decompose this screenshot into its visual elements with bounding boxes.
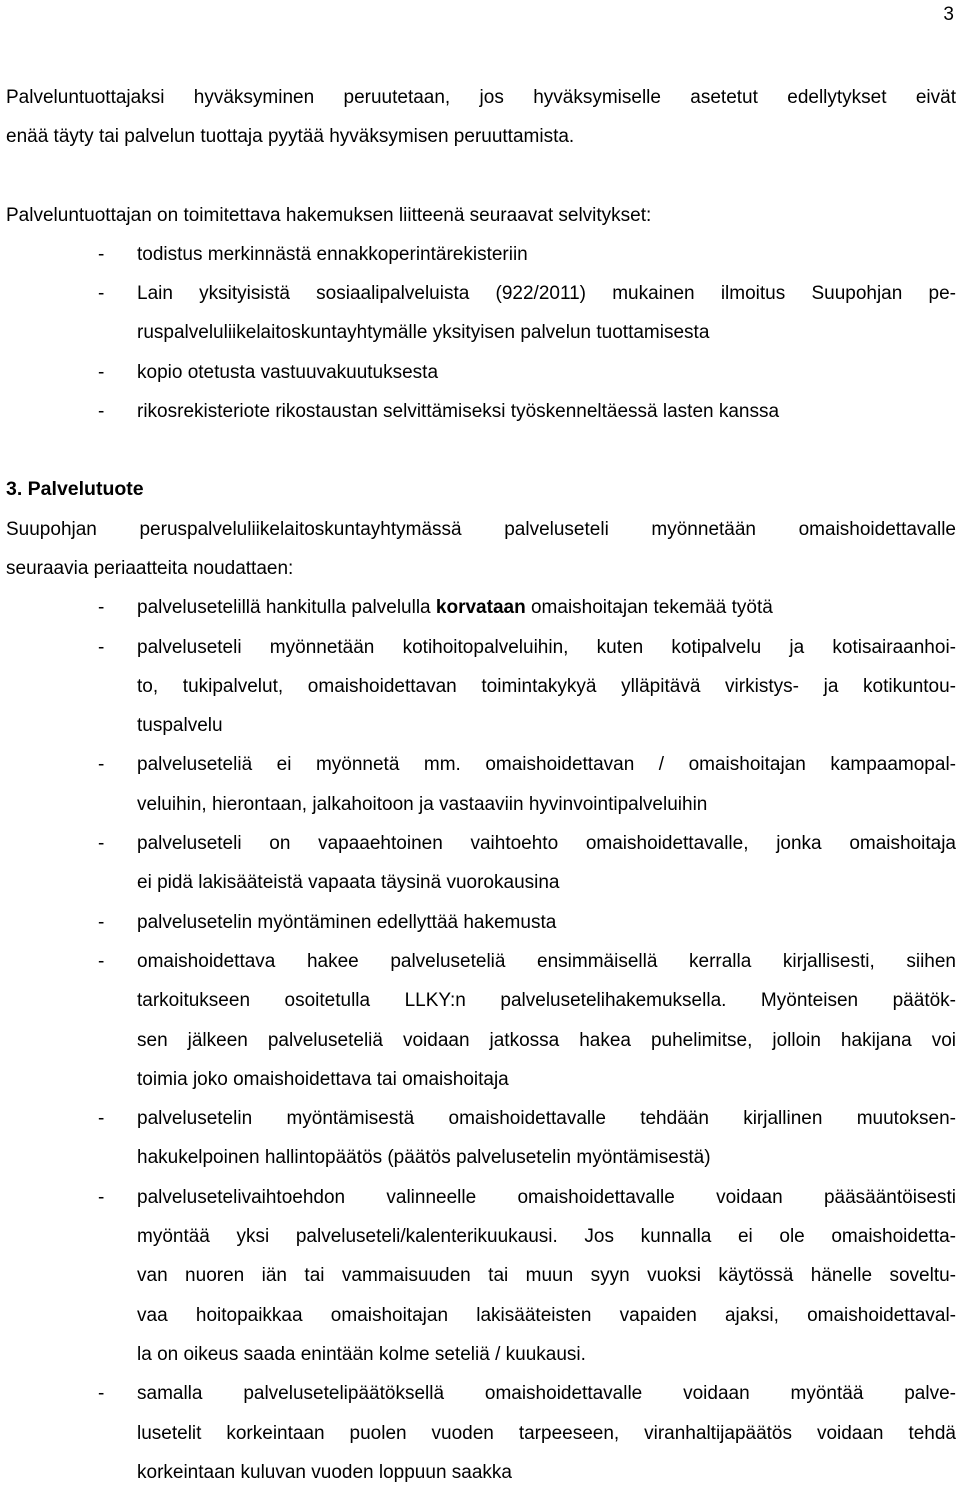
intro-paragraph: [6, 78, 956, 157]
intro-line: enää täyty tai palvelun tuottaja pyytää hyväksymisen peruuttamista.: [6, 126, 575, 148]
list-dash: -: [98, 597, 105, 619]
attachments-list: [6, 235, 956, 431]
list-item: [6, 1374, 956, 1492]
list-item-line: to, tukipalvelut, omaishoidettavan toimintakykyä ylläpitävä virkistys- ja kotikuntou-: [137, 675, 956, 697]
list-item: [6, 392, 956, 431]
list-item-line: palvelusetelin myöntäminen edellyttää hakemusta: [137, 911, 557, 933]
list-item-line: sen jälkeen palveluseteliä voidaan jatkossa hakea puhelimitse, jolloin hakijana voi: [137, 1029, 956, 1051]
item-text-before: palvelusetelillä hankitulla palvelulla: [137, 597, 436, 619]
list-item: [6, 745, 956, 824]
list-dash: -: [98, 1108, 105, 1130]
section-intro-line: seuraavia periaatteita noudattaen:: [6, 557, 294, 579]
list-item-line: palveluseteli myönnetään kotihoitopalveluihin, kuten kotipalvelu ja kotisairaanhoi-: [137, 636, 956, 658]
list-item: [6, 353, 956, 392]
list-dash: -: [98, 833, 105, 855]
section-intro-line: Suupohjan peruspalveluliikelaitoskuntayhtymässä palveluseteli myönnetään omaishoidettavalle: [6, 518, 956, 540]
item-text-bold: korvataan: [435, 597, 526, 619]
list-dash: -: [98, 1383, 105, 1405]
list-item: [6, 1178, 956, 1374]
list-item-line: palvelusetelivaihtoehdon valinneelle omaishoidettavalle voidaan pääsääntöisesti: [137, 1186, 956, 1208]
list-item: [6, 903, 956, 942]
item-text-after: omaishoitajan tekemää työtä: [525, 597, 773, 619]
attachments-heading: Palveluntuottajan on toimitettava hakemuksen liitteenä seuraavat selvitykset:: [6, 204, 652, 226]
list-item-line: tarkoitukseen osoitetulla LLKY:n palvelusetelihakemuksella. Myönteisen päätök-: [137, 990, 956, 1012]
page-number: 3: [943, 4, 954, 25]
section-title: 3. Palvelutuote: [6, 478, 144, 501]
list-item-line: vaa hoitopaikkaa omaishoitajan lakisääteisten vapaiden ajaksi, omaishoidettaval-: [137, 1304, 956, 1326]
list-dash: -: [98, 283, 105, 305]
list-item: [6, 824, 956, 903]
list-item-line: korkeintaan kuluvan vuoden loppuun saakka: [137, 1461, 512, 1483]
section-intro: [6, 510, 956, 589]
list-item-line: myöntää yksi palveluseteli/kalenterikuukausi. Jos kunnalla ei ole omaishoidetta-: [137, 1226, 956, 1248]
list-item-line: la on oikeus saada enintään kolme seteliä / kuukausi.: [137, 1343, 586, 1365]
list-dash: -: [98, 361, 105, 383]
list-item-line: ruspalveluliikelaitoskuntayhtymälle yksityisen palvelun tuottamisesta: [137, 322, 710, 344]
list-dash: -: [98, 911, 105, 933]
list-dash: -: [98, 401, 105, 423]
list-dash: -: [98, 243, 105, 265]
list-item-line: veluihin, hierontaan, jalkahoitoon ja vastaaviin hyvinvointipalveluihin: [137, 793, 708, 815]
list-item-line: palveluseteli on vapaaehtoinen vaihtoehto omaishoidettavalle, jonka omaishoitaja: [137, 833, 956, 855]
list-item-line: ei pidä lakisääteistä vapaata täysinä vuorokausina: [137, 872, 560, 894]
list-item-line: Lain yksityisistä sosiaalipalveluista (922/2011) mukainen ilmoitus Suupohjan pe-: [137, 283, 956, 305]
list-item: [6, 942, 956, 1099]
list-item: [6, 588, 956, 627]
list-item-line: omaishoidettava hakee palveluseteliä ensimmäisellä kerralla kirjallisesti, siihen: [137, 950, 956, 972]
list-item-line: todistus merkinnästä ennakkoperintärekisteriin: [137, 243, 528, 265]
principles-list: [6, 588, 956, 1492]
list-item: [6, 1099, 956, 1178]
list-item: [6, 274, 956, 353]
list-item-line: hakukelpoinen hallintopäätös (päätös palvelusetelin myöntämisestä): [137, 1147, 711, 1169]
list-item: [6, 628, 956, 746]
list-item-line: lusetelit korkeintaan puolen vuoden tarpeeseen, viranhaltijapäätös voidaan tehdä: [137, 1422, 956, 1444]
list-item-line: van nuoren iän tai vammaisuuden tai muun syyn vuoksi käytössä hänelle soveltu-: [137, 1265, 956, 1287]
list-dash: -: [98, 1186, 105, 1208]
list-item-line: tuspalvelu: [137, 715, 223, 737]
list-dash: -: [98, 754, 105, 776]
list-dash: -: [98, 950, 105, 972]
list-item-line: toimia joko omaishoidettava tai omaishoitaja: [137, 1068, 509, 1090]
list-item-line: samalla palvelusetelipäätöksellä omaishoidettavalle voidaan myöntää palve-: [137, 1383, 956, 1405]
list-item: [6, 235, 956, 274]
list-item-line: palveluseteliä ei myönnetä mm. omaishoidettavan / omaishoitajan kampaamopal-: [137, 754, 956, 776]
document-body: [6, 78, 956, 1492]
intro-line: Palveluntuottajaksi hyväksyminen peruutetaan, jos hyväksymiselle asetetut edellytykset eivät: [6, 87, 956, 108]
list-item-line: kopio otetusta vastuuvakuutuksesta: [137, 361, 439, 383]
list-dash: -: [98, 636, 105, 658]
list-item-line: rikosrekisteriote rikostaustan selvittämiseksi työskenneltäessä lasten kanssa: [137, 401, 780, 423]
list-item-line: palvelusetelin myöntämisestä omaishoidettavalle tehdään kirjallinen muutoksen-: [137, 1108, 956, 1130]
